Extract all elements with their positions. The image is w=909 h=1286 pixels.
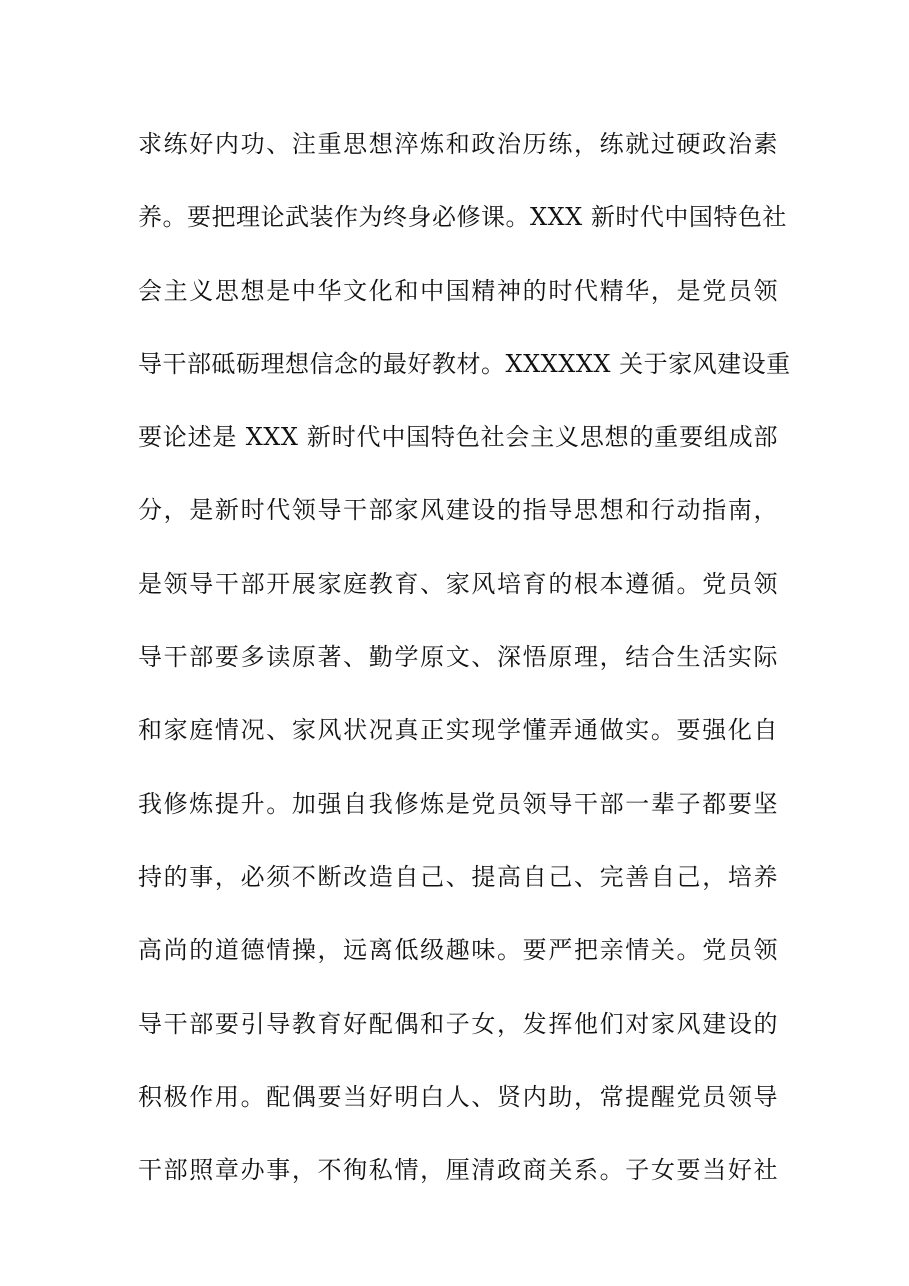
text-line: 高尚的道德情操，远离低级趣味。要严把亲情关。党员领 <box>138 936 778 965</box>
text-line: 要论述是 XXX 新时代中国特色社会主义思想的重要组成部 <box>138 423 778 452</box>
text-line: 是领导干部开展家庭教育、家风培育的根本遵循。党员领 <box>138 569 778 598</box>
text-line: 和家庭情况、家风状况真正实现学懂弄通做实。要强化自 <box>138 716 778 745</box>
text-line: 导干部要多读原著、勤学原文、深悟原理，结合生活实际 <box>138 643 778 672</box>
text-line: 分，是新时代领导干部家风建设的指导思想和行动指南， <box>138 496 778 525</box>
text-line: 持的事，必须不断改造自己、提高自己、完善自己，培养 <box>138 862 778 891</box>
text-line: 积极作用。配偶要当好明白人、贤内助，常提醒党员领导 <box>138 1082 778 1111</box>
body-paragraph <box>138 118 791 1217</box>
text-line: 干部照章办事，不徇私情，厘清政商关系。子女要当好社 <box>138 1156 778 1185</box>
text-line: 导干部砥砺理想信念的最好教材。XXXXXX 关于家风建设重 <box>138 349 791 378</box>
text-line: 导干部要引导教育好配偶和子女，发挥他们对家风建设的 <box>138 1009 778 1038</box>
text-line: 会主义思想是中华文化和中国精神的时代精华，是党员领 <box>138 276 778 305</box>
text-line: 养。要把理论武装作为终身必修课。XXX 新时代中国特色社 <box>138 203 787 232</box>
text-line: 我修炼提升。加强自我修炼是党员领导干部一辈子都要坚 <box>138 789 778 818</box>
text-line: 求练好内功、注重思想淬炼和政治历练，练就过硬政治素 <box>138 130 778 158</box>
